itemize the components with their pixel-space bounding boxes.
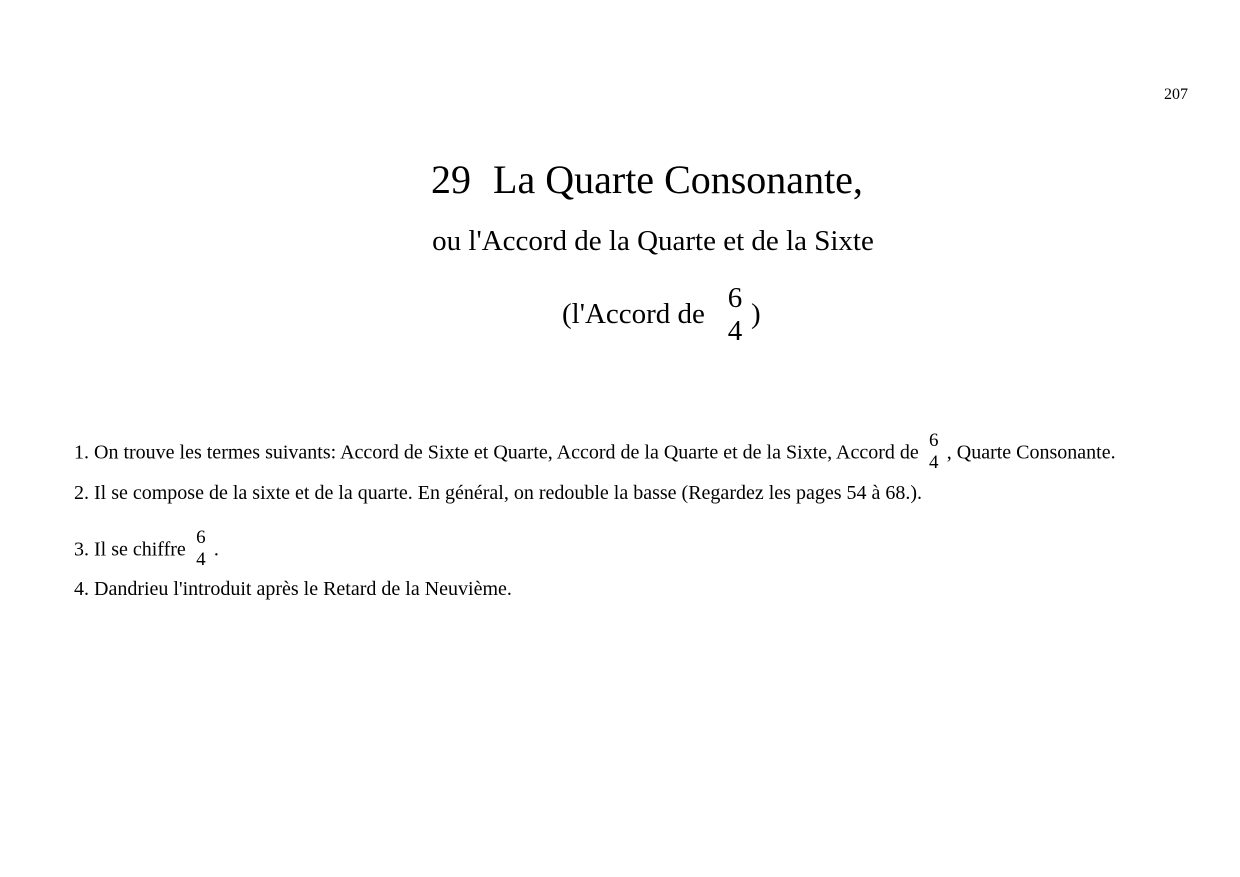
chord-title-prefix: (l'Accord de	[562, 298, 705, 330]
chord-figure-top: 6	[727, 282, 743, 314]
list-item	[74, 529, 219, 573]
chord-figure-bottom: 4	[727, 315, 743, 347]
chapter-title-text: La Quarte Consonante,	[493, 157, 863, 202]
chapter-number: 29	[431, 157, 472, 202]
chapter-subtitle: ou l'Accord de la Quarte et de la Sixte	[432, 225, 874, 257]
list-item-text: 2. Il se compose de la sixte et de la quarte. En général, on redouble la basse (Regardez les pages 54 à 68.).	[74, 482, 923, 504]
figure-bottom: 4	[196, 549, 206, 570]
list-item-text-after: , Quarte Consonante.	[946, 441, 1116, 464]
page-number: 207	[1164, 86, 1188, 103]
chord-figure	[726, 282, 744, 348]
list-item	[74, 481, 922, 505]
list-item-text-after: .	[213, 538, 219, 561]
list-item	[74, 577, 512, 601]
list-item-text: 4. Dandrieu l'introduit après le Retard de la Neuvième.	[74, 578, 512, 600]
list-item	[74, 432, 1116, 476]
chord-title-suffix: )	[751, 298, 761, 330]
list-item-text: 3. Il se chiffre	[74, 538, 186, 561]
list-item-text: 1. On trouve les termes suivants: Accord de Sixte et Quarte, Accord de la Quarte et de la Sixte, Accord de	[74, 441, 919, 464]
figured-bass-figure	[194, 527, 208, 571]
chapter-title	[0, 157, 1240, 203]
figured-bass-figure	[927, 430, 941, 474]
figure-bottom: 4	[929, 452, 939, 473]
figure-top: 6	[196, 527, 206, 548]
figure-top: 6	[929, 430, 939, 451]
